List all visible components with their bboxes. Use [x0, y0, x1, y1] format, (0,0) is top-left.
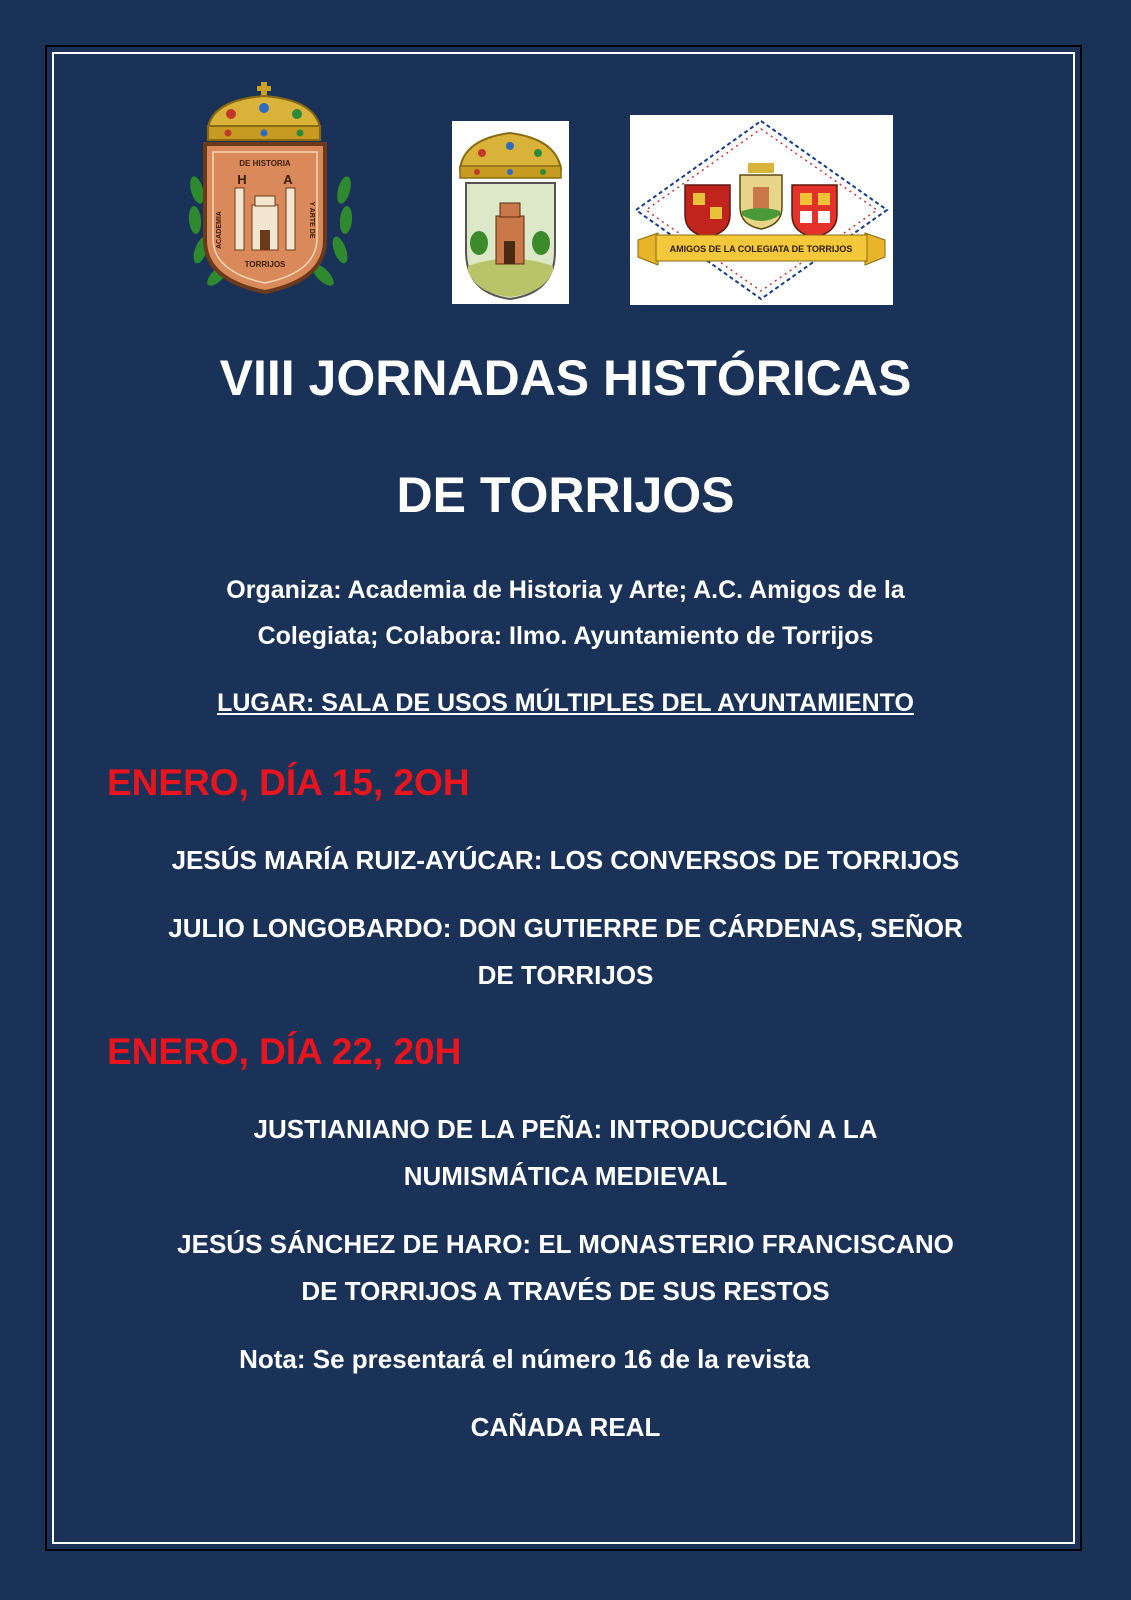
- nota-line-1: Nota: Se presentará el número 16 de la revista: [239, 1344, 810, 1374]
- session-2-date: ENERO, DÍA 22, 20H: [107, 1031, 462, 1072]
- session-2-talk-2-line-2: DE TORRIJOS A TRAVÉS DE SUS RESTOS: [301, 1276, 830, 1306]
- title-line-1: VIII JORNADAS HISTÓRICAS: [219, 350, 912, 406]
- amigos-colegiata-logo: [630, 115, 893, 305]
- session-2-talk-2-line-1: JESÚS SÁNCHEZ DE HARO: EL MONASTERIO FRANCISCANO: [177, 1229, 954, 1259]
- academia-crest-logo: [183, 80, 358, 302]
- session-1-date: ENERO, DÍA 15, 2OH: [107, 762, 470, 803]
- svg-text:Y ARTE DE: Y ARTE DE: [308, 201, 315, 239]
- svg-text:TORRIJOS: TORRIJOS: [244, 260, 286, 269]
- lugar-venue: LUGAR: SALA DE USOS MÚLTIPLES DEL AYUNTAMIENTO: [217, 689, 914, 717]
- crown-icon: [208, 82, 320, 140]
- session-1-talk-2-line-1: JULIO LONGOBARDO: DON GUTIERRE DE CÁRDENAS, SEÑOR: [168, 913, 963, 943]
- session-1-talk-2-line-2: DE TORRIJOS: [477, 960, 654, 990]
- svg-text:H: H: [237, 172, 247, 187]
- organiza-line-1: Organiza: Academia de Historia y Arte; A.C. Amigos de la: [226, 576, 905, 604]
- svg-text:ACADEMIA: ACADEMIA: [216, 211, 223, 249]
- svg-text:A: A: [283, 172, 293, 187]
- svg-text:DE HISTORIA: DE HISTORIA: [239, 159, 291, 168]
- ayuntamiento-coat-of-arms-logo: [452, 121, 569, 304]
- organiza-line-2: Colegiata; Colabora: Ilmo. Ayuntamiento de Torrijos: [257, 622, 874, 650]
- session-1-talk-1: JESÚS MARÍA RUIZ-AYÚCAR: LOS CONVERSOS DE TORRIJOS: [171, 845, 960, 875]
- session-2-talk-1-line-1: JUSTIANIANO DE LA PEÑA: INTRODUCCIÓN A LA: [253, 1114, 878, 1144]
- svg-text:AMIGOS DE LA COLEGIATA DE TORR: AMIGOS DE LA COLEGIATA DE TORRIJOS: [669, 244, 853, 254]
- session-2-talk-1-line-2: NUMISMÁTICA MEDIEVAL: [403, 1161, 728, 1191]
- nota-line-2: CAÑADA REAL: [470, 1412, 661, 1442]
- title-line-2: DE TORRIJOS: [396, 467, 735, 523]
